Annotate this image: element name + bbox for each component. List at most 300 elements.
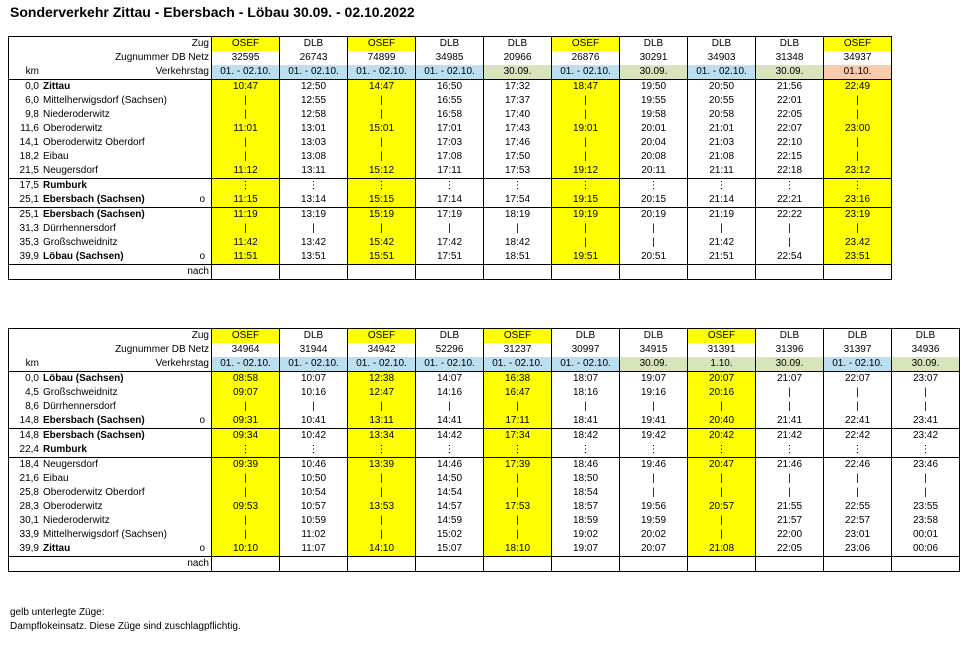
time-cell: 13:03 bbox=[280, 136, 348, 150]
km-value: 25,8 bbox=[9, 486, 42, 500]
time-cell: 11:19 bbox=[212, 208, 280, 223]
train-type: DLB bbox=[620, 37, 688, 52]
km-value: 17,5 bbox=[9, 179, 42, 194]
station-name: Dürrhennersdorf bbox=[43, 223, 116, 234]
time-cell: | bbox=[620, 222, 688, 236]
train-number: 31396 bbox=[756, 343, 824, 357]
verkehrstag-cell: 01. - 02.10. bbox=[552, 65, 620, 80]
station-name-cell bbox=[41, 443, 212, 458]
time-cell: 15:02 bbox=[416, 528, 484, 542]
km-cell bbox=[9, 557, 42, 572]
time-cell: 12:55 bbox=[280, 94, 348, 108]
time-cell: 19:41 bbox=[620, 414, 688, 429]
time-cell: 18:07 bbox=[552, 372, 620, 387]
time-cell: | bbox=[892, 400, 960, 414]
time-cell: | bbox=[552, 400, 620, 414]
station-name-cell bbox=[41, 472, 212, 486]
station-name-cell bbox=[41, 179, 212, 194]
time-cell: | bbox=[688, 486, 756, 500]
time-cell: | bbox=[348, 514, 416, 528]
time-cell: 17:50 bbox=[484, 150, 552, 164]
time-cell: 19:58 bbox=[620, 108, 688, 122]
time-cell: | bbox=[552, 94, 620, 108]
time-cell: | bbox=[484, 472, 552, 486]
time-cell: ⋮ bbox=[484, 179, 552, 194]
time-cell: | bbox=[348, 472, 416, 486]
time-cell: | bbox=[756, 400, 824, 414]
time-cell: | bbox=[348, 486, 416, 500]
nach-cell bbox=[348, 557, 416, 572]
time-cell: 22:07 bbox=[824, 372, 892, 387]
timetable-zittau-loebau bbox=[8, 36, 892, 280]
time-cell: 18:10 bbox=[484, 542, 552, 557]
time-cell: 21:51 bbox=[688, 250, 756, 265]
time-cell: 14:46 bbox=[416, 458, 484, 473]
train-type: DLB bbox=[688, 37, 756, 52]
verkehrstag-cell: 01. - 02.10. bbox=[280, 357, 348, 372]
nach-cell bbox=[688, 265, 756, 280]
time-cell: | bbox=[824, 386, 892, 400]
table-row bbox=[9, 150, 892, 164]
time-cell: 18:41 bbox=[552, 414, 620, 429]
verkehrstag-cell: 1.10. bbox=[688, 357, 756, 372]
time-cell: 17:34 bbox=[484, 429, 552, 444]
time-cell: 23:41 bbox=[892, 414, 960, 429]
time-cell: | bbox=[280, 222, 348, 236]
verkehrstag-cell: 01. - 02.10. bbox=[348, 357, 416, 372]
time-cell: | bbox=[824, 94, 892, 108]
nach-cell bbox=[212, 557, 280, 572]
km-value: 6,0 bbox=[9, 94, 42, 108]
time-cell: | bbox=[892, 472, 960, 486]
table-row bbox=[9, 386, 960, 400]
time-cell: 17:32 bbox=[484, 80, 552, 95]
time-cell: | bbox=[212, 486, 280, 500]
train-number: 32595 bbox=[212, 51, 280, 65]
verkehrstag-cell: 01. - 02.10. bbox=[824, 357, 892, 372]
time-cell: 09:07 bbox=[212, 386, 280, 400]
station-name: Dürrhennersdorf bbox=[43, 401, 116, 412]
timetable-loebau-zittau bbox=[8, 328, 960, 572]
time-cell: 17:51 bbox=[416, 250, 484, 265]
time-cell: 16:50 bbox=[416, 80, 484, 95]
time-cell: | bbox=[756, 386, 824, 400]
station-name-cell bbox=[41, 429, 212, 444]
train-number: 34942 bbox=[348, 343, 416, 357]
time-cell: 16:55 bbox=[416, 94, 484, 108]
station-name: Niederoderwitz bbox=[43, 515, 110, 526]
km-header: km bbox=[9, 65, 42, 80]
time-cell: | bbox=[348, 150, 416, 164]
table-row bbox=[9, 108, 892, 122]
nach-cell bbox=[620, 265, 688, 280]
time-cell: 23:16 bbox=[824, 193, 892, 208]
time-cell: 23:19 bbox=[824, 208, 892, 223]
nach-cell bbox=[892, 557, 960, 572]
nach-label: nach bbox=[41, 265, 212, 280]
time-cell: 18:19 bbox=[484, 208, 552, 223]
time-cell: | bbox=[348, 400, 416, 414]
time-cell: ⋮ bbox=[212, 179, 280, 194]
verkehrstag-cell: 01. - 02.10. bbox=[280, 65, 348, 80]
time-cell: 20:16 bbox=[688, 386, 756, 400]
km-value: 35,3 bbox=[9, 236, 42, 250]
time-cell: 23:00 bbox=[824, 122, 892, 136]
station-name: Mittelherwigsdorf (Sachsen) bbox=[43, 529, 167, 540]
time-cell: 22:05 bbox=[756, 542, 824, 557]
km-value: 14,1 bbox=[9, 136, 42, 150]
verkehrstag-cell: 01. - 02.10. bbox=[552, 357, 620, 372]
train-type: DLB bbox=[416, 37, 484, 52]
km-value: 39,9 bbox=[9, 542, 42, 557]
train-number: 26876 bbox=[552, 51, 620, 65]
time-cell: 10:42 bbox=[280, 429, 348, 444]
train-type: DLB bbox=[824, 329, 892, 344]
time-cell: | bbox=[280, 400, 348, 414]
km-value: 25,1 bbox=[9, 193, 42, 208]
time-cell: 17:54 bbox=[484, 193, 552, 208]
table-row bbox=[9, 193, 892, 208]
time-cell: | bbox=[416, 400, 484, 414]
table-row bbox=[9, 542, 960, 557]
station-name: Oberoderwitz bbox=[43, 123, 103, 134]
time-cell: 19:42 bbox=[620, 429, 688, 444]
table-row bbox=[9, 250, 892, 265]
km-value: 21,5 bbox=[9, 164, 42, 179]
time-cell: ⋮ bbox=[348, 179, 416, 194]
time-cell: 11:01 bbox=[212, 122, 280, 136]
station-name: Eibau bbox=[43, 473, 69, 484]
train-number: 34903 bbox=[688, 51, 756, 65]
km-value: 9,8 bbox=[9, 108, 42, 122]
time-cell: ⋮ bbox=[348, 443, 416, 458]
time-cell: 22:00 bbox=[756, 528, 824, 542]
nach-cell bbox=[756, 265, 824, 280]
km-value: 28,3 bbox=[9, 500, 42, 514]
time-cell: 19:59 bbox=[620, 514, 688, 528]
time-cell: 13:14 bbox=[280, 193, 348, 208]
train-type: OSEF bbox=[824, 37, 892, 52]
time-cell: | bbox=[484, 222, 552, 236]
time-cell: 14:57 bbox=[416, 500, 484, 514]
time-cell: 21:14 bbox=[688, 193, 756, 208]
table-row bbox=[9, 528, 960, 542]
train-type: OSEF bbox=[212, 329, 280, 344]
km-value: 31,3 bbox=[9, 222, 42, 236]
time-cell: 23:51 bbox=[824, 250, 892, 265]
time-cell: 15:15 bbox=[348, 193, 416, 208]
station-name-cell bbox=[41, 208, 212, 223]
time-cell: | bbox=[756, 222, 824, 236]
time-cell: 13:51 bbox=[280, 250, 348, 265]
time-cell: 23.42 bbox=[824, 236, 892, 250]
train-number: 31348 bbox=[756, 51, 824, 65]
km-cell bbox=[9, 265, 42, 280]
time-cell: 19:55 bbox=[620, 94, 688, 108]
station-name-cell bbox=[41, 236, 212, 250]
time-cell: 21:11 bbox=[688, 164, 756, 179]
train-type: OSEF bbox=[484, 329, 552, 344]
time-cell: | bbox=[212, 472, 280, 486]
time-cell: 14:16 bbox=[416, 386, 484, 400]
time-cell: ⋮ bbox=[688, 179, 756, 194]
train-number-row bbox=[9, 343, 960, 357]
train-type: DLB bbox=[756, 329, 824, 344]
time-cell: 17:46 bbox=[484, 136, 552, 150]
time-cell: | bbox=[212, 222, 280, 236]
train-type: OSEF bbox=[552, 37, 620, 52]
station-name: Zittau bbox=[43, 81, 71, 92]
time-cell: 12:38 bbox=[348, 372, 416, 387]
time-cell: | bbox=[688, 400, 756, 414]
time-cell: 20:51 bbox=[620, 250, 688, 265]
time-cell: 16:47 bbox=[484, 386, 552, 400]
nach-cell bbox=[552, 557, 620, 572]
km-value: 21,6 bbox=[9, 472, 42, 486]
time-cell: 13:01 bbox=[280, 122, 348, 136]
train-number: 74899 bbox=[348, 51, 416, 65]
nach-cell bbox=[280, 557, 348, 572]
time-cell: 13:11 bbox=[348, 414, 416, 429]
time-cell: 21:42 bbox=[688, 236, 756, 250]
zug-label: Zug bbox=[41, 329, 212, 344]
time-cell: 18:51 bbox=[484, 250, 552, 265]
km-value: 8,6 bbox=[9, 400, 42, 414]
time-cell: | bbox=[824, 136, 892, 150]
page-title: Sonderverkehr Zittau - Ebersbach - Löbau 30.09. - 02.10.2022 bbox=[10, 4, 415, 20]
time-cell: 18:46 bbox=[552, 458, 620, 473]
time-cell: 19:01 bbox=[552, 122, 620, 136]
station-name-cell bbox=[41, 458, 212, 473]
arrival-marker: o bbox=[199, 415, 205, 426]
verkehrstag-cell: 30.09. bbox=[892, 357, 960, 372]
time-cell: 19:15 bbox=[552, 193, 620, 208]
time-cell: 15:01 bbox=[348, 122, 416, 136]
time-cell: 14:54 bbox=[416, 486, 484, 500]
km-value: 33,9 bbox=[9, 528, 42, 542]
table-row bbox=[9, 414, 960, 429]
table-row bbox=[9, 122, 892, 136]
station-name: Ebersbach (Sachsen) bbox=[43, 194, 145, 205]
time-cell: | bbox=[892, 386, 960, 400]
time-cell: 11:12 bbox=[212, 164, 280, 179]
zugnummer-label: Zugnummer DB Netz bbox=[41, 51, 212, 65]
table-row bbox=[9, 164, 892, 179]
time-cell: 00:06 bbox=[892, 542, 960, 557]
time-cell: 21:03 bbox=[688, 136, 756, 150]
time-cell: | bbox=[484, 528, 552, 542]
station-name-cell bbox=[41, 528, 212, 542]
train-number: 34936 bbox=[892, 343, 960, 357]
verkehrstag-row bbox=[9, 65, 892, 80]
station-name: Niederoderwitz bbox=[43, 109, 110, 120]
time-cell: 12:47 bbox=[348, 386, 416, 400]
time-cell: 22:18 bbox=[756, 164, 824, 179]
time-cell: | bbox=[416, 222, 484, 236]
station-name-cell bbox=[41, 222, 212, 236]
time-cell: ⋮ bbox=[280, 443, 348, 458]
station-name-cell bbox=[41, 193, 212, 208]
time-cell: 22:57 bbox=[824, 514, 892, 528]
station-name-cell bbox=[41, 414, 212, 429]
train-number: 31391 bbox=[688, 343, 756, 357]
time-cell: 22:42 bbox=[824, 429, 892, 444]
nach-cell bbox=[484, 265, 552, 280]
nach-cell bbox=[824, 557, 892, 572]
time-cell: 22:05 bbox=[756, 108, 824, 122]
train-type: DLB bbox=[280, 37, 348, 52]
time-cell: 18:42 bbox=[484, 236, 552, 250]
verkehrstag-cell: 30.09. bbox=[756, 357, 824, 372]
station-name-cell bbox=[41, 386, 212, 400]
km-value: 25,1 bbox=[9, 208, 42, 223]
time-cell: 10:07 bbox=[280, 372, 348, 387]
time-cell: 11:15 bbox=[212, 193, 280, 208]
time-cell: | bbox=[824, 108, 892, 122]
time-cell: 13:34 bbox=[348, 429, 416, 444]
nach-cell bbox=[280, 265, 348, 280]
time-cell: 19:46 bbox=[620, 458, 688, 473]
train-number: 31397 bbox=[824, 343, 892, 357]
km-header: km bbox=[9, 357, 42, 372]
time-cell: 15:42 bbox=[348, 236, 416, 250]
time-cell: | bbox=[620, 400, 688, 414]
verkehrstag-cell: 30.09. bbox=[484, 65, 552, 80]
station-name: Ebersbach (Sachsen) bbox=[43, 430, 145, 441]
verkehrstag-label: Verkehrstag bbox=[41, 65, 212, 80]
time-cell: | bbox=[484, 514, 552, 528]
time-cell: 22:46 bbox=[824, 458, 892, 473]
verkehrstag-cell: 30.09. bbox=[620, 65, 688, 80]
time-cell: | bbox=[212, 108, 280, 122]
time-cell: 21:55 bbox=[756, 500, 824, 514]
time-cell: ⋮ bbox=[620, 443, 688, 458]
km-value: 14,8 bbox=[9, 414, 42, 429]
table-row bbox=[9, 208, 892, 223]
time-cell: 11:02 bbox=[280, 528, 348, 542]
station-name: Mittelherwigsdorf (Sachsen) bbox=[43, 95, 167, 106]
verkehrstag-cell: 30.09. bbox=[620, 357, 688, 372]
time-cell: 14:50 bbox=[416, 472, 484, 486]
time-cell: | bbox=[212, 528, 280, 542]
verkehrstag-cell: 01.10. bbox=[824, 65, 892, 80]
train-type: DLB bbox=[416, 329, 484, 344]
time-cell: | bbox=[688, 528, 756, 542]
time-cell: | bbox=[688, 514, 756, 528]
time-cell: 13:42 bbox=[280, 236, 348, 250]
nach-row bbox=[9, 265, 892, 280]
verkehrstag-cell: 01. - 02.10. bbox=[688, 65, 756, 80]
time-cell: 17:40 bbox=[484, 108, 552, 122]
time-cell: 21:41 bbox=[756, 414, 824, 429]
time-cell: 17:37 bbox=[484, 94, 552, 108]
time-cell: 21:07 bbox=[756, 372, 824, 387]
km-value: 14,8 bbox=[9, 429, 42, 444]
time-cell: | bbox=[552, 150, 620, 164]
time-cell: 19:16 bbox=[620, 386, 688, 400]
time-cell: 11:42 bbox=[212, 236, 280, 250]
time-cell: 17:43 bbox=[484, 122, 552, 136]
time-cell: | bbox=[824, 472, 892, 486]
time-cell: 12:50 bbox=[280, 80, 348, 95]
time-cell: 00:01 bbox=[892, 528, 960, 542]
table-row bbox=[9, 80, 892, 95]
time-cell: 22:41 bbox=[824, 414, 892, 429]
time-cell: | bbox=[824, 222, 892, 236]
nach-cell bbox=[484, 557, 552, 572]
time-cell: 23:01 bbox=[824, 528, 892, 542]
time-cell: ⋮ bbox=[280, 179, 348, 194]
time-cell: 20:07 bbox=[620, 542, 688, 557]
train-number: 30291 bbox=[620, 51, 688, 65]
verkehrstag-cell: 01. - 02.10. bbox=[416, 65, 484, 80]
time-cell: | bbox=[348, 108, 416, 122]
time-cell: 21:08 bbox=[688, 150, 756, 164]
km-value: 11,6 bbox=[9, 122, 42, 136]
station-name-cell bbox=[41, 250, 212, 265]
nach-cell bbox=[348, 265, 416, 280]
time-cell: 17:14 bbox=[416, 193, 484, 208]
time-cell: 14:10 bbox=[348, 542, 416, 557]
train-type: DLB bbox=[892, 329, 960, 344]
time-cell: ⋮ bbox=[416, 443, 484, 458]
km-value: 18,2 bbox=[9, 150, 42, 164]
time-cell: 10:50 bbox=[280, 472, 348, 486]
station-name: Oberoderwitz bbox=[43, 501, 103, 512]
station-name: Rumburk bbox=[43, 444, 87, 455]
table-row bbox=[9, 500, 960, 514]
nach-cell bbox=[416, 265, 484, 280]
time-cell: 10:41 bbox=[280, 414, 348, 429]
time-cell: | bbox=[824, 400, 892, 414]
time-cell: 22:15 bbox=[756, 150, 824, 164]
time-cell: 20:15 bbox=[620, 193, 688, 208]
train-type: DLB bbox=[280, 329, 348, 344]
time-cell: 21:56 bbox=[756, 80, 824, 95]
time-cell: 15:12 bbox=[348, 164, 416, 179]
verkehrstag-cell: 01. - 02.10. bbox=[212, 357, 280, 372]
nach-cell bbox=[620, 557, 688, 572]
time-cell: | bbox=[348, 94, 416, 108]
time-cell: ⋮ bbox=[416, 179, 484, 194]
table-row bbox=[9, 236, 892, 250]
train-number: 20966 bbox=[484, 51, 552, 65]
time-cell: 09:34 bbox=[212, 429, 280, 444]
time-cell: 20:40 bbox=[688, 414, 756, 429]
time-cell: ⋮ bbox=[484, 443, 552, 458]
footer-line-1: gelb unterlegte Züge: bbox=[10, 607, 105, 618]
km-value: 22,4 bbox=[9, 443, 42, 458]
time-cell: 10:54 bbox=[280, 486, 348, 500]
time-cell: 22:01 bbox=[756, 94, 824, 108]
station-name: Großschweidnitz bbox=[43, 237, 118, 248]
time-cell: 20:42 bbox=[688, 429, 756, 444]
time-cell: 11:51 bbox=[212, 250, 280, 265]
zug-label: Zug bbox=[41, 37, 212, 52]
train-number: 34937 bbox=[824, 51, 892, 65]
time-cell: | bbox=[688, 222, 756, 236]
km-value: 30,1 bbox=[9, 514, 42, 528]
time-cell: | bbox=[892, 486, 960, 500]
train-type: OSEF bbox=[688, 329, 756, 344]
time-cell: 20:55 bbox=[688, 94, 756, 108]
time-cell: | bbox=[824, 486, 892, 500]
time-cell: | bbox=[620, 486, 688, 500]
time-cell: 14:42 bbox=[416, 429, 484, 444]
time-cell: ⋮ bbox=[756, 443, 824, 458]
arrival-marker: o bbox=[199, 251, 205, 262]
time-cell: 11:07 bbox=[280, 542, 348, 557]
